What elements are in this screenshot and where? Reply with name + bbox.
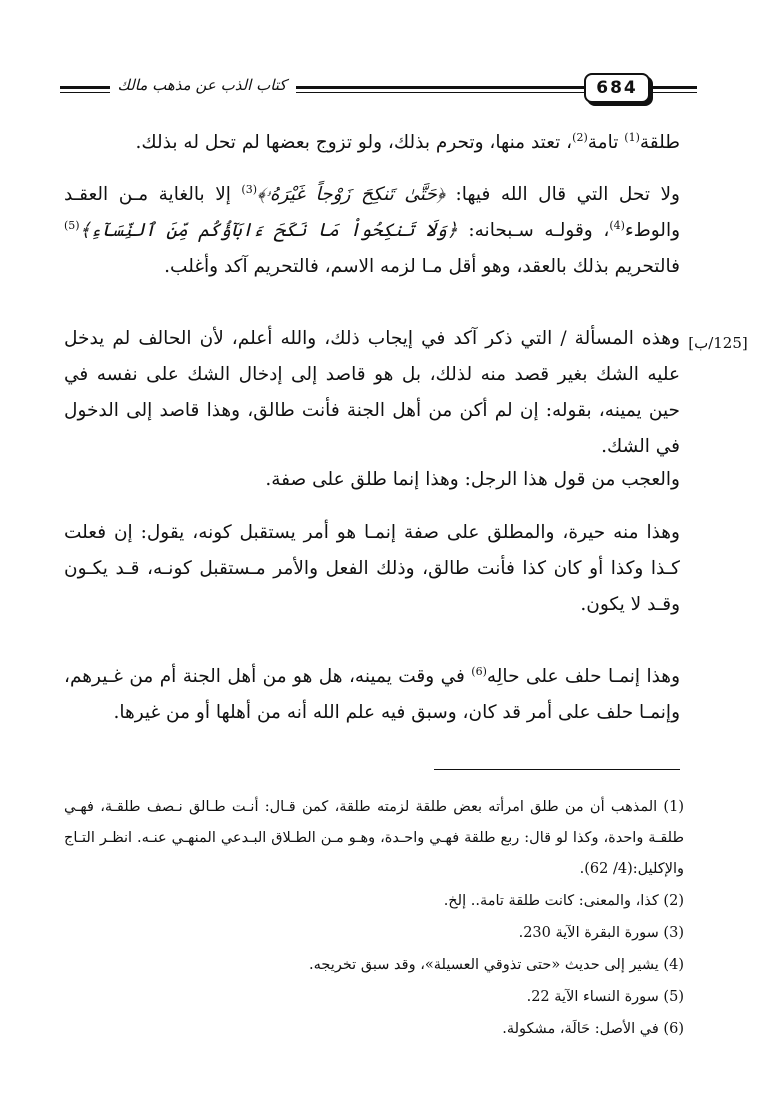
paragraph-2: ولا تحل التي قال الله فيها: ﴿حَتَّىٰ تَنكِحَ زَوْجاً غَيْرَهُۥ﴾$^{(3)}$ إلا بالغاية مـن العقـد والوطء$^{(4)}$، وقولـه سـبحانه: ﴿وَلَا تَنكِحُواْ مَا نَكَحَ ءَابَآؤُكُم مِّنَ ٱلنِّسَآءِ﴾$^{(5)}$ فالتحريم بذلك بالعقد، وهو أقل مـا لزمه الاسم، فالتحريم آكد وأغلب. — [64, 182, 681, 277]
footnote-ref-3: (3) — [241, 182, 257, 196]
header-rule-left-thin — [60, 92, 110, 93]
footnote-ref-2: (2) — [572, 130, 588, 144]
page-number: 684 — [584, 73, 650, 103]
book-title: كتاب الذب عن مذهب مالك — [117, 76, 287, 94]
paragraph-5: وهذا منه حيرة، والمطلق على صفة إنمـا هو أمر يستقبل كونه، يقول: إن فعلت كـذا وكذا أو كان كذا فأنت طالق، وذلك الفعل والأمر مـستقبل كونـه، قـد يكـون وقـد لا يكون. — [64, 522, 680, 615]
manuscript-folio-marker: [125/ب] — [688, 334, 748, 352]
paragraph-1: طلقة$^{(1)}$ تامة$^{(2)}$، تعتد منها، وتحرم بذلك، ولو تزوج بعضها لم تحل له بذلك. — [135, 130, 680, 153]
paragraph-3: وهذه المسألة / التي ذكر آكد في إيجاب ذلك، والله أعلم، لأن الحالف لم يدخل عليه الشك بغير قصد منه لذلك، بل هو قاصد إلى إدخال الشك على نفسه في حين يمينه، بقوله: إن لم أكن من أهل الجنة فأنت طالق، وهذا قاصد إلى الدخول في الشك. — [64, 328, 680, 457]
footnotes — [64, 792, 684, 1045]
header-rule-middle — [296, 86, 584, 89]
footnote-6: (6) في الأصل: حَالَة، مشكولة. — [502, 1021, 684, 1037]
page-header — [0, 66, 757, 110]
footnote-4: (4) يشير إلى حديث «حتى تذوقي العسيلة»، وقد سبق تخريجه. — [309, 957, 684, 973]
paragraph-4: والعجب من قول هذا الرجل: وهذا إنما طلق على صفة. — [265, 469, 680, 490]
footnote-ref-1: (1) — [624, 130, 640, 144]
quran-verse-2: ﴿وَلَا تَنكِحُواْ مَا نَكَحَ ءَابَآؤُكُم مِّنَ ٱلنِّسَآءِ﴾ — [79, 220, 458, 241]
quran-verse-1: ﴿حَتَّىٰ تَنكِحَ زَوْجاً غَيْرَهُۥ﴾ — [257, 184, 445, 205]
header-rule-left — [60, 86, 110, 89]
footnote-1: (1) المذهب أن من طلق امرأته بعض طلقة لزمته طلقة، كمن قـال: أنـت طـالق نـصف طلقـة، فهـي طلقـة واحدة، وكذا لو قال: ربع طلقة فهـي واحـدة، وهـو مـن الطـلاق البـدعي المنهـي عنـه. انظـر التـاج والإكليل:(4/ 62). — [64, 799, 684, 877]
footnote-ref-4: (4) — [609, 218, 625, 232]
footnote-2: (2) كذا، والمعنى: كانت طلقة تامة.. إلخ. — [443, 893, 684, 909]
footnote-3: (3) سورة البقرة الآية 230. — [518, 925, 684, 941]
header-rule-middle-thin — [296, 92, 584, 93]
footnote-5: (5) سورة النساء الآية 22. — [526, 989, 684, 1005]
footnote-separator — [434, 769, 680, 770]
footnote-ref-5: (5) — [64, 218, 80, 232]
footnote-ref-6: (6) — [471, 664, 487, 678]
paragraph-6: وهذا إنمـا حلف على حالِه$^{(6)}$ في وقت يمينه، هل هو من أهل الجنة أم من غـيرهم، وإنمـا حلف على أمر قد كان، وسبق فيه علم الله أنه من أهلها أو من غيرها. — [64, 664, 681, 723]
